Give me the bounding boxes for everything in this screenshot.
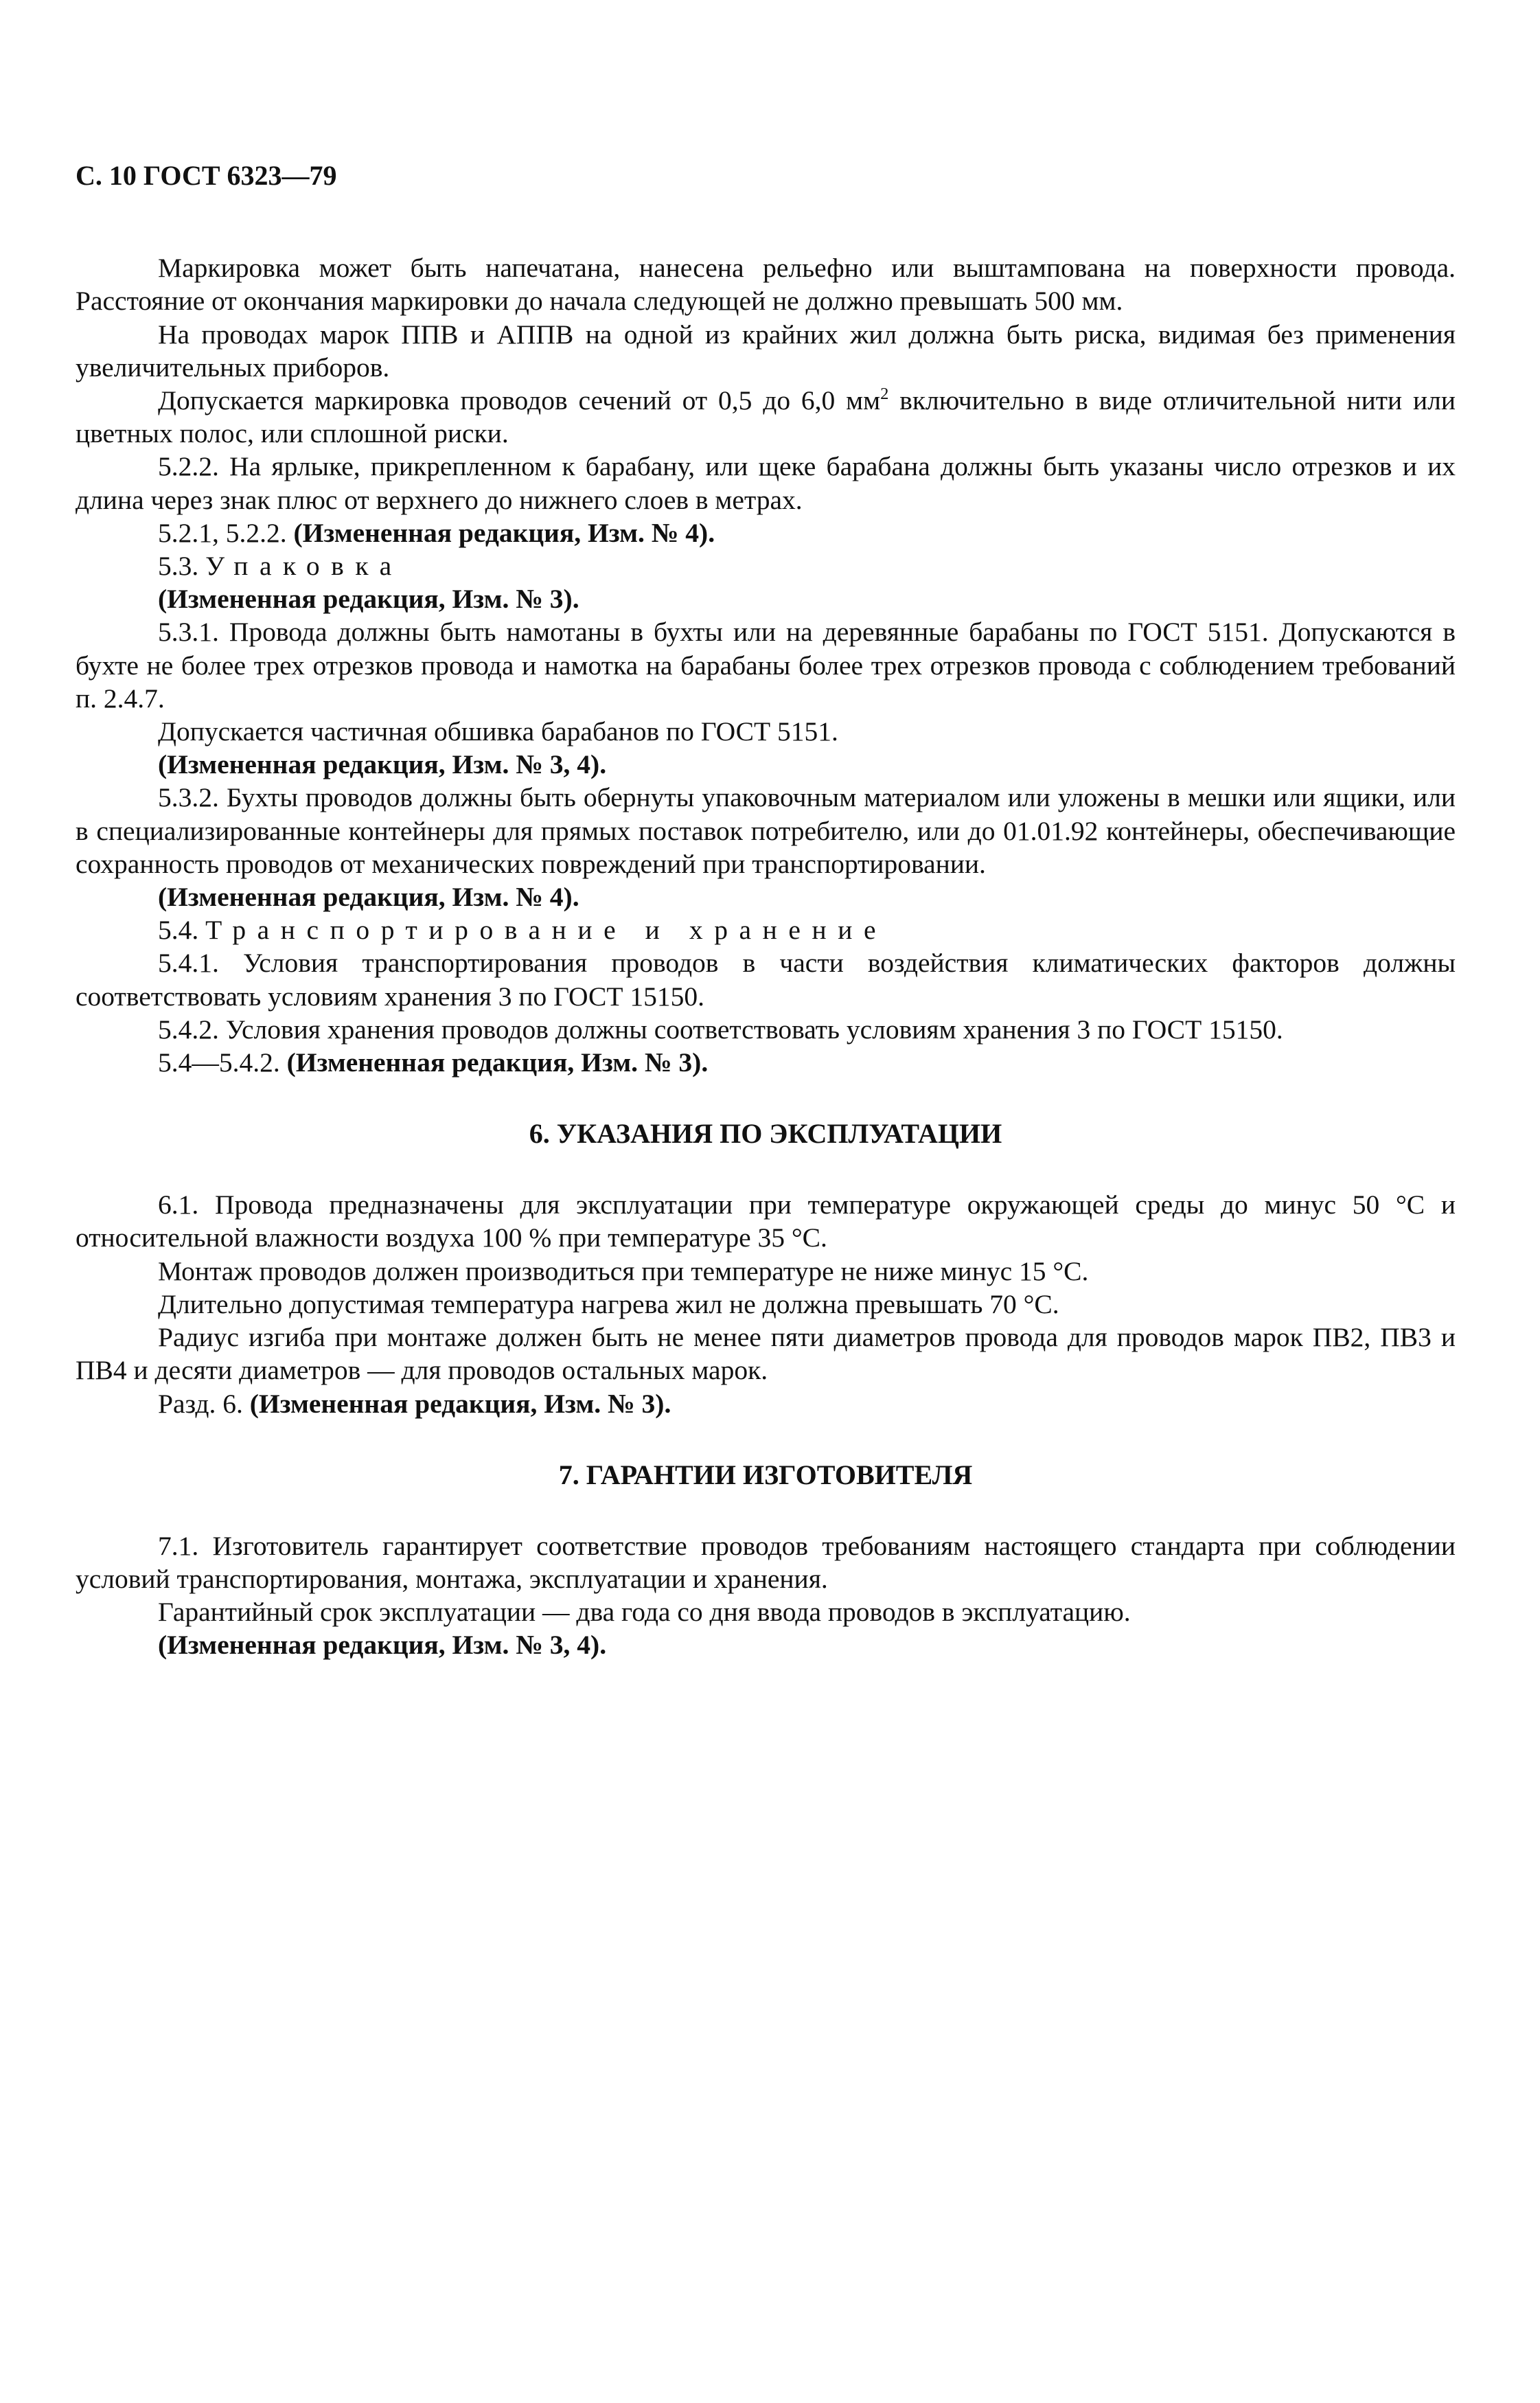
document-page xyxy=(76,159,1456,1662)
paragraph-5-4-heading xyxy=(76,913,1456,946)
superscript: 2 xyxy=(880,384,889,403)
paragraph-7-1: 7.1. Изготовитель гарантирует соответствие проводов требованиям настоящего стандарта при соблюдении условий транспортирования, монтажа, эксплуатации и хранения. xyxy=(76,1530,1456,1594)
amendment-note: (Измененная редакция, Изм. № 3). xyxy=(249,1388,671,1419)
amendment-note: (Измененная редакция, Изм. № 4). xyxy=(293,517,715,548)
amendment-note: (Измененная редакция, Изм. № 3, 4). xyxy=(158,1630,607,1661)
subsection-title-transport: Транспортирование и хранение xyxy=(205,915,888,946)
paragraph-amendment-5-2 xyxy=(76,516,1456,549)
paragraph-5-3-2: 5.3.2. Бухты проводов должны быть обернуты упаковочным материалом или уложены в мешки или ящики, или в специализированные контейнеры для прямых поставок потребителю, или до 01.01.92 контейнеры, обеспечивающие сохранность проводов от механических повреждений при транспортировании. xyxy=(76,782,1456,879)
paragraph-5-4-1: 5.4.1. Условия транспортирования проводов в части воздействия климатических факторов должны соответствовать условиям хранения 3 по ГОСТ 15150. xyxy=(76,948,1456,1012)
amendment-note: (Измененная редакция, Изм. № 3). xyxy=(158,584,579,615)
paragraph-5-3-heading xyxy=(76,549,1456,582)
paragraph-installation-temp: Монтаж проводов должен производиться при температуре не ниже минус 15 °С. xyxy=(158,1255,1089,1286)
section-title-7: 7. ГАРАНТИИ ИЗГОТОВИТЕЛЯ xyxy=(558,1459,973,1490)
amendment-note: (Измененная редакция, Изм. № 3). xyxy=(286,1047,709,1078)
text-run: 5.3. xyxy=(158,551,206,582)
paragraph-marking-method: Маркировка может быть напечатана, нанесена рельефно или выштампована на поверхности провода. Расстояние от окончания маркировки до начала следующей не должно превышать 500 мм. xyxy=(76,253,1456,317)
paragraph-partial-lining: Допускается частичная обшивка барабанов по ГОСТ 5151. xyxy=(158,716,838,747)
section-title-6: 6. УКАЗАНИЯ ПО ЭКСПЛУАТАЦИИ xyxy=(529,1118,1002,1150)
paragraph-5-3-1: 5.3.1. Провода должны быть намотаны в бухты или на деревянные барабаны по ГОСТ 5151. Допускаются в бухте не более трех отрезков провода и намотка на барабаны более трех отрезков провода с соблюдением требований п. 2.4.7. xyxy=(76,617,1456,714)
subsection-title-packaging: Упаковка xyxy=(205,551,403,582)
amendment-note: (Измененная редакция, Изм. № 4). xyxy=(158,882,579,913)
paragraph-amendment-6 xyxy=(76,1387,1456,1420)
text-run: 5.2.1, 5.2.2. xyxy=(158,517,294,548)
paragraph-5-2-2: 5.2.2. На ярлыке, прикрепленном к барабану, или щеке барабана должны быть указаны число отрезков и их длина через знак плюс от верхнего до нижнего слоев в метрах. xyxy=(76,451,1456,515)
text-run: включительно в виде отличительной нити или цветных полос, или сплошной риски. xyxy=(76,385,1456,449)
paragraph-5-4-2: 5.4.2. Условия хранения проводов должны соответствовать условиям хранения 3 по ГОСТ 15150. xyxy=(158,1014,1283,1045)
text-run: 5.4—5.4.2. xyxy=(158,1047,287,1078)
text-run: Допускается маркировка проводов сечений от 0,5 до 6,0 мм xyxy=(158,385,881,416)
paragraph-heating-temp: Длительно допустимая температура нагрева жил не должна превышать 70 °С. xyxy=(158,1288,1059,1319)
paragraph-amendment-5-4 xyxy=(76,1046,1456,1079)
paragraph-marking-sections xyxy=(76,384,1456,450)
text-run: Разд. 6. xyxy=(158,1388,250,1419)
paragraph-marking-ppv: На проводах марок ППВ и АППВ на одной из крайних жил должна быть риска, видимая без применения увеличительных приборов. xyxy=(76,319,1456,383)
paragraph-warranty-period: Гарантийный срок эксплуатации — два года со дня ввода проводов в эксплуатацию. xyxy=(158,1597,1131,1628)
amendment-note: (Измененная редакция, Изм. № 3, 4). xyxy=(158,749,607,780)
page-header: С. 10 ГОСТ 6323—79 xyxy=(76,160,337,191)
text-run: 5.4. xyxy=(158,915,206,946)
paragraph-6-1: 6.1. Провода предназначены для эксплуатации при температуре окружающей среды до минус 50 °С и относительной влажности воздуха 100 % при температуре 35 °С. xyxy=(76,1189,1456,1253)
paragraph-bend-radius: Радиус изгиба при монтаже должен быть не менее пяти диаметров провода для проводов марок ПВ2, ПВ3 и ПВ4 и десяти диаметров — для проводов остальных марок. xyxy=(76,1322,1456,1386)
